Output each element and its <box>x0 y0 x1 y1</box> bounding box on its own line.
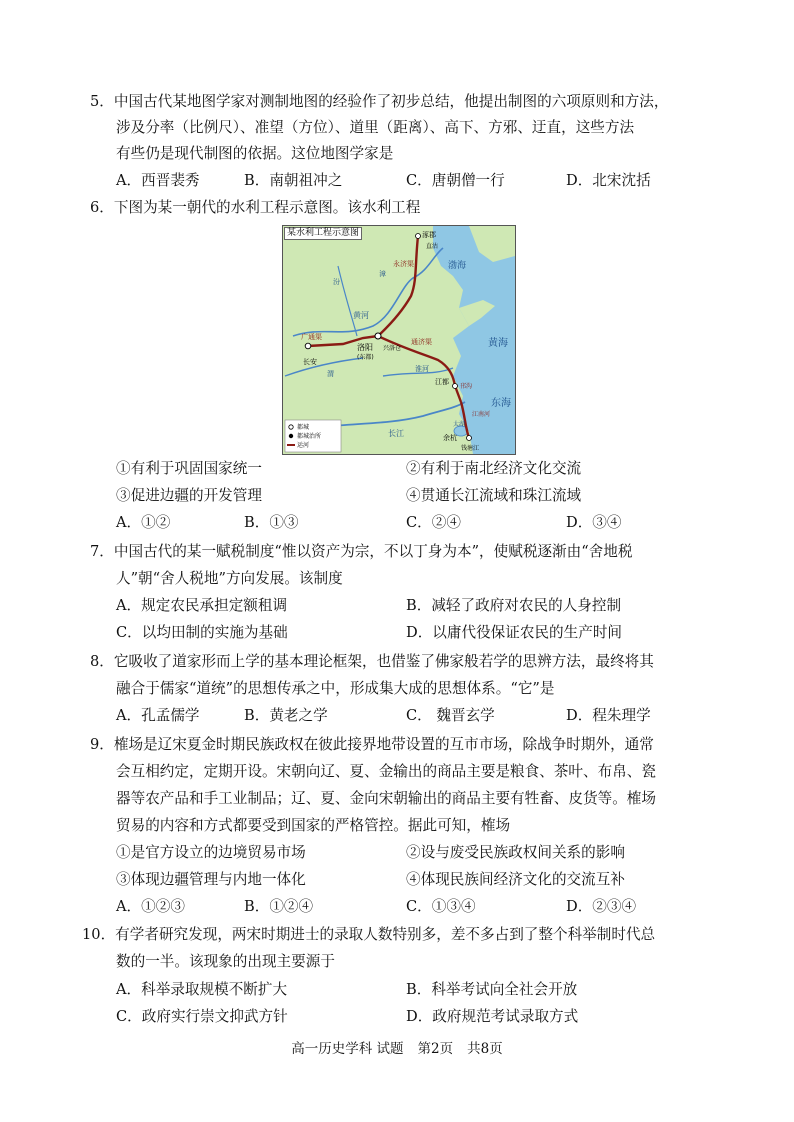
q7-option-a: A．规定农民承担定额租调 <box>116 597 288 614</box>
q5-option-a: A．西晋裴秀 <box>116 172 200 189</box>
q9-stem-line2: 会互相约定，定期开设。宋朝向辽、夏、金输出的商品主要是粮食、茶叶、布帛、瓷 <box>116 763 656 780</box>
label-changjiang: 长江 <box>388 429 404 438</box>
q7-stem-line2: 人”朝“舍人税地”方向发展。该制度 <box>116 570 343 587</box>
label-jiangdu: 江都 <box>435 378 449 386</box>
footer-total: 共8页 <box>467 1041 503 1057</box>
q6-statement-3: ③促进边疆的开发管理 <box>116 487 262 504</box>
q10-option-b: B．科举考试向全社会开放 <box>406 981 578 998</box>
q6-option-d: D．③④ <box>566 514 622 531</box>
q6-option-a: A．①② <box>116 514 171 531</box>
label-yuhang: 余杭 <box>443 434 457 442</box>
q5-stem-line1: 5．中国古代某地图学家对测制地图的经验作了初步总结，他提出制图的六项原则和方法， <box>90 93 669 110</box>
canal-map-svg <box>283 226 515 454</box>
label-zhan: 漳 <box>379 270 386 278</box>
label-taihu: 太湖 <box>453 421 466 428</box>
label-wei: 渭 <box>327 370 334 378</box>
legend-capital-label: 都城 <box>297 424 310 431</box>
q10-option-d: D．政府规范考试录取方式 <box>406 1008 579 1025</box>
label-zhigu: 直沽 <box>426 243 439 250</box>
label-luoyang: 洛阳 <box>357 343 373 352</box>
city-yuhang-marker <box>467 436 472 441</box>
q7-stem-line1: 7．中国古代的某一赋税制度“惟以资产为宗，不以丁身为本”，使赋税逐渐由“舍地税 <box>90 543 633 560</box>
label-donghai: 东海 <box>491 398 511 409</box>
q6-stem-line1: 6．下图为某一朝代的水利工程示意图。该水利工程 <box>90 199 421 216</box>
label-yongjiqu: 永济渠 <box>393 260 414 268</box>
q8-option-d: D．程朱理学 <box>566 707 651 724</box>
city-jiangdu-marker <box>453 384 458 389</box>
q9-option-b: B．①②④ <box>244 898 314 915</box>
city-luoyang-marker <box>375 333 381 339</box>
city-zhuojun-marker <box>416 234 421 239</box>
q10-option-c: C．政府实行崇文抑武方针 <box>116 1008 288 1025</box>
q7-option-c: C．以均田制的实施为基础 <box>116 624 288 641</box>
q8-option-c: C． 魏晋玄学 <box>406 707 495 724</box>
q6-statement-4: ④贯通长江流域和珠江流域 <box>406 487 582 504</box>
q9-stem-line1: 9．榷场是辽宋夏金时期民族政权在彼此接界地带设置的互市市场，除战争时期外，通常 <box>90 736 654 753</box>
q9-option-d: D．②③④ <box>566 898 637 915</box>
q5-option-c: C．唐朝僧一行 <box>406 172 505 189</box>
footer-page: 第2页 <box>417 1041 454 1057</box>
q6-option-c: C．②④ <box>406 514 461 531</box>
q9-stem-line4: 贸易的内容和方式都要受到国家的严格管控。据此可知，榷场 <box>116 817 511 834</box>
label-hangou: 邗沟 <box>460 383 473 390</box>
page-footer <box>0 1040 794 1058</box>
canal-map <box>282 225 516 455</box>
q5-stem-line3: 有些仍是现代制图的依据。这位地图学家是 <box>116 145 394 162</box>
q9-statement-3: ③体现边疆管理与内地一体化 <box>116 871 306 888</box>
label-qiantang: 钱塘江 <box>461 445 480 452</box>
q10-option-a: A．科举录取规模不断扩大 <box>116 981 288 998</box>
map-title: 某水利工程示意图 <box>284 227 362 240</box>
legend-canal-label: 运河 <box>297 442 310 449</box>
label-tongjiqu: 通济渠 <box>411 338 432 346</box>
label-huanghai: 黄海 <box>488 338 508 349</box>
q5-option-d: D．北宋沈括 <box>566 172 651 189</box>
q7-option-b: B．减轻了政府对农民的人身控制 <box>406 597 622 614</box>
q9-option-a: A．①②③ <box>116 898 185 915</box>
q6-statement-1: ①有利于巩固国家统一 <box>116 460 262 477</box>
q9-statement-4: ④体现民族间经济文化的交流互补 <box>406 871 625 888</box>
q7-option-d: D．以庸代役保证农民的生产时间 <box>406 624 623 641</box>
label-guangtong: 广通渠 <box>301 333 322 341</box>
label-changan: 长安 <box>303 358 317 366</box>
q5-option-b: B．南朝祖冲之 <box>244 172 343 189</box>
q8-option-a: A．孔孟儒学 <box>116 707 200 724</box>
q9-statement-1: ①是官方设立的边境贸易市场 <box>116 844 306 861</box>
label-huanghe: 黄河 <box>353 311 369 320</box>
q9-statement-2: ②设与废受民族政权间关系的影响 <box>406 844 625 861</box>
label-dongdu: (东都) <box>357 354 374 361</box>
label-fen: 汾 <box>333 278 340 286</box>
q10-stem-line1: 10．有学者研究发现，两宋时期进士的录取人数特别多，差不多占到了整个科举制时代总 <box>82 926 656 943</box>
q6-option-b: B．①③ <box>244 514 299 531</box>
q10-stem-line2: 数的一半。该现象的出现主要源于 <box>116 953 335 970</box>
label-jiangnanhe: 江南河 <box>472 411 491 418</box>
label-xingluocang: 兴洛仓 <box>383 345 402 352</box>
q5-stem-line2: 涉及分率（比例尺）、准望（方位）、道里（距离）、高下、方邪、迂直，这些方法 <box>116 119 635 136</box>
q9-stem-line3: 器等农产品和手工业制品；辽、夏、金向宋朝输出的商品主要有牲畜、皮货等。榷场 <box>116 790 656 807</box>
q8-option-b: B．黄老之学 <box>244 707 328 724</box>
label-bohai: 渤海 <box>448 261 467 271</box>
legend-seat-icon <box>289 434 293 438</box>
q8-stem-line1: 8．它吸收了道家形而上学的基本理论框架，也借鉴了佛家般若学的思辨方法，最终将其 <box>90 653 654 670</box>
city-changan-marker <box>305 343 311 349</box>
label-huaihe: 淮河 <box>415 365 429 373</box>
legend-seat-label: 都城治所 <box>297 433 322 440</box>
q8-stem-line2: 融合于儒家“道统”的思想传承之中，形成集大成的思想体系。“它”是 <box>116 680 555 697</box>
label-zhuojun: 涿郡 <box>422 231 436 239</box>
q9-option-c: C．①③④ <box>406 898 476 915</box>
q6-statement-2: ②有利于南北经济文化交流 <box>406 460 582 477</box>
footer-subject: 高一历史学科 试题 <box>291 1041 404 1057</box>
legend-capital-icon <box>289 425 293 429</box>
